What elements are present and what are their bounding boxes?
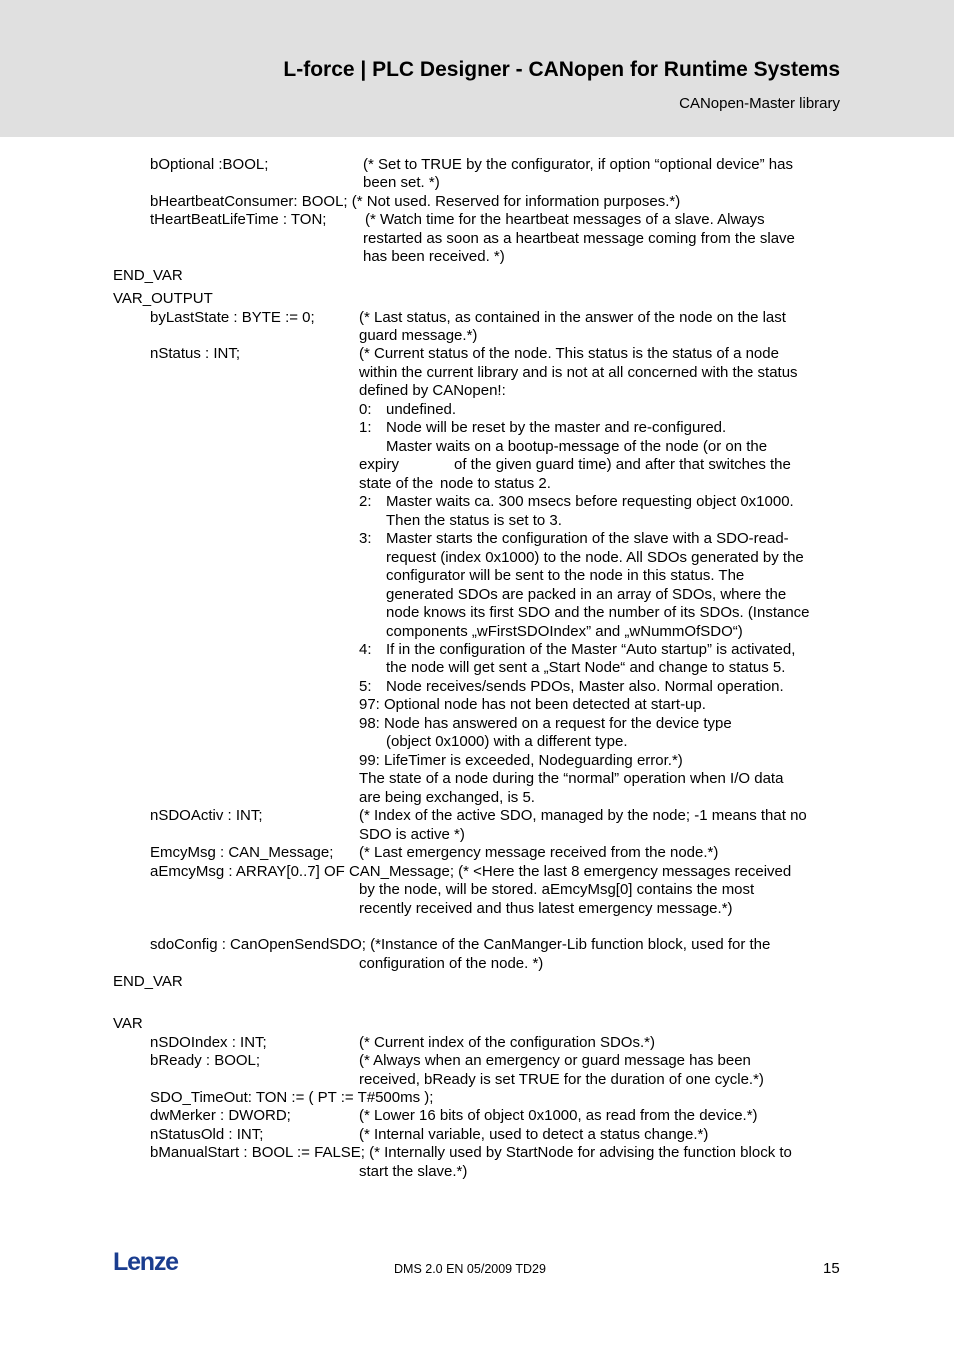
text-line: are being exchanged, is 5.	[359, 789, 535, 806]
text-line: tHeartBeatLifeTime : TON;	[150, 211, 327, 228]
lenze-logo	[113, 1249, 193, 1275]
text-line: state of the	[359, 475, 434, 492]
text-line: 2:	[359, 493, 372, 510]
text-line: configurator will be sent to the node in this status. The	[386, 567, 745, 584]
text-line: aEmcyMsg : ARRAY[0..7] OF CAN_Message; (* <Here the last 8 emergency messages received	[150, 863, 792, 880]
text-line: bHeartbeatConsumer: BOOL; (* Not used. Reserved for information purposes.*)	[150, 193, 681, 210]
text-line: the node will get sent a „Start Node“ and change to status 5.	[386, 659, 786, 676]
text-line: restarted as soon as a heartbeat message coming from the slave	[363, 230, 795, 247]
text-line: byLastState : BYTE := 0;	[150, 309, 315, 326]
text-line: (* Always when an emergency or guard message has been	[359, 1052, 751, 1069]
text-line: (* Index of the active SDO, managed by the node; -1 means that no	[359, 807, 807, 824]
text-line: bOptional :BOOL;	[150, 156, 269, 173]
text-line: Master starts the configuration of the slave with a SDO-read-	[386, 530, 789, 547]
text-line: Then the status is set to 3.	[386, 512, 562, 529]
text-line: 1:	[359, 419, 372, 436]
text-line: Master waits ca. 300 msecs before requesting object 0x1000.	[386, 493, 794, 510]
text-line: dwMerker : DWORD;	[150, 1107, 291, 1124]
svg-text:Lenze: Lenze	[113, 1249, 178, 1275]
text-line: configuration of the node. *)	[359, 955, 544, 972]
text-line: (* Last emergency message received from the node.*)	[359, 844, 719, 861]
text-line: (* Lower 16 bits of object 0x1000, as read from the device.*)	[359, 1107, 758, 1124]
document-subtitle: CANopen-Master library	[679, 95, 840, 112]
text-line: If in the configuration of the Master “Auto startup” is activated,	[386, 641, 796, 658]
text-line: components „wFirstSDOIndex” and „wNummOfSDO“)	[386, 623, 743, 640]
text-line: has been received. *)	[363, 248, 505, 265]
text-line: within the current library and is not at all concerned with the status	[359, 364, 798, 381]
text-line: (object 0x1000) with a different type.	[386, 733, 628, 750]
text-line: 5:	[359, 678, 372, 695]
text-line: (* Current index of the configuration SDOs.*)	[359, 1034, 655, 1051]
text-line: Node will be reset by the master and re-configured.	[386, 419, 727, 436]
text-line: sdoConfig : CanOpenSendSDO; (*Instance of the CanManger-Lib function block, used for the	[150, 936, 771, 953]
text-line: 4:	[359, 641, 372, 658]
text-line: SDO_TimeOut: TON := ( PT := T#500ms );	[150, 1089, 434, 1106]
text-line: guard message.*)	[359, 327, 478, 344]
text-line: Node receives/sends PDOs, Master also. Normal operation.	[386, 678, 784, 695]
text-line: bReady : BOOL;	[150, 1052, 261, 1069]
text-line: 0:	[359, 401, 372, 418]
text-line: VAR_OUTPUT	[113, 290, 213, 307]
text-line: undefined.	[386, 401, 457, 418]
text-line: start the slave.*)	[359, 1163, 468, 1180]
text-line: nSDOActiv : INT;	[150, 807, 263, 824]
text-line: received, bReady is set TRUE for the duration of one cycle.*)	[359, 1071, 764, 1088]
text-line: nStatus : INT;	[150, 345, 241, 362]
document-title: L-force | PLC Designer - CANopen for Runtime Systems	[283, 58, 840, 81]
text-line: node to status 2.	[440, 475, 551, 492]
text-line: of the given guard time) and after that switches the	[454, 456, 791, 473]
text-line: EmcyMsg : CAN_Message;	[150, 844, 334, 861]
text-line: SDO is active *)	[359, 826, 465, 843]
page-header-band	[0, 0, 954, 137]
text-line: request (index 0x1000) to the node. All SDOs generated by the	[386, 549, 804, 566]
text-line: been set. *)	[363, 174, 440, 191]
text-line: nStatusOld : INT;	[150, 1126, 264, 1143]
text-line: node knows its first SDO and the number of its SDOs. (Instance	[386, 604, 810, 621]
text-line: (* Internal variable, used to detect a status change.*)	[359, 1126, 709, 1143]
text-line: generated SDOs are packed in an array of SDOs, where the	[386, 586, 787, 603]
text-line: 98: Node has answered on a request for the device type	[359, 715, 732, 732]
text-line: (* Watch time for the heartbeat messages of a slave. Always	[365, 211, 765, 228]
text-line: (* Set to TRUE by the configurator, if option “optional device” has	[363, 156, 793, 173]
page-number: 15	[823, 1260, 840, 1277]
text-line: (* Last status, as contained in the answer of the node on the last	[359, 309, 786, 326]
text-line: nSDOIndex : INT;	[150, 1034, 267, 1051]
text-line: recently received and thus latest emergency message.*)	[359, 900, 733, 917]
text-line: 99: LifeTimer is exceeded, Nodeguarding error.*)	[359, 752, 683, 769]
text-line: Master waits on a bootup-message of the node (or on the	[386, 438, 768, 455]
text-line: bManualStart : BOOL := FALSE; (* Internally used by StartNode for advising the function block to	[150, 1144, 792, 1161]
text-line: END_VAR	[113, 973, 183, 990]
text-line: END_VAR	[113, 267, 183, 284]
text-line: VAR	[113, 1015, 143, 1032]
text-line: 3:	[359, 530, 372, 547]
footer-doc-id: DMS 2.0 EN 05/2009 TD29	[394, 1262, 546, 1276]
text-line: 97: Optional node has not been detected at start-up.	[359, 696, 706, 713]
text-line: defined by CANopen!:	[359, 382, 506, 399]
text-line: by the node, will be stored. aEmcyMsg[0] contains the most	[359, 881, 755, 898]
text-line: The state of a node during the “normal” operation when I/O data	[359, 770, 784, 787]
text-line: (* Current status of the node. This status is the status of a node	[359, 345, 779, 362]
text-line: expiry	[359, 456, 400, 473]
